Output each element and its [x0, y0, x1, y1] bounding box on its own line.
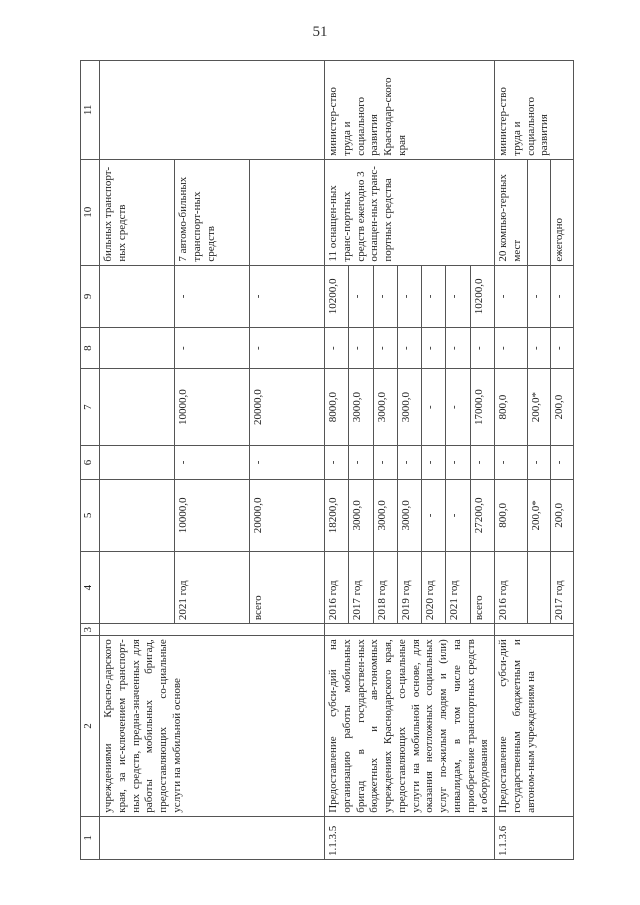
value-cell: -: [349, 265, 373, 328]
executor-cell: министер-ство труда и социального развития Краснодар-ского края: [325, 61, 495, 160]
unit-cell: [325, 624, 495, 636]
page-number: 51: [312, 24, 328, 40]
period-cell: [527, 551, 550, 623]
id-cell: 1.1.3.5: [325, 816, 495, 859]
unit-cell: [495, 624, 574, 636]
value-cell: 3000,0: [349, 369, 373, 446]
value-cell: -: [349, 446, 373, 480]
value-cell: -: [527, 446, 550, 480]
rotated-table-container: [80, 60, 600, 860]
value-cell: [100, 479, 175, 551]
value-cell: -: [373, 265, 397, 328]
value-cell: 200,0*: [527, 369, 550, 446]
header-cell: 8: [81, 328, 100, 369]
value-cell: -: [397, 265, 421, 328]
value-cell: -: [446, 446, 470, 480]
value-cell: -: [175, 265, 250, 328]
header-cell: 7: [81, 369, 100, 446]
result-cell: бильных транспорт-ных средств: [100, 159, 175, 265]
description-cell: Предоставление субси-дий государственным бюджетным и автоном-ным учреждениям на: [495, 636, 574, 816]
description-cell: Предоставление субси-дий на организацию работы мобильных бригад в государствен-ных бюджетных и ав-тономных учреждениях Краснодарского края, предоставляющих со-циальные услуги на мобильной основе, для оказания неотложных социальных услуг по-жилым людям и (или) инвалидам, в том числе на приобретение транспортных средств и оборудования: [325, 636, 495, 816]
period-cell: 2018 год: [373, 551, 397, 623]
executor-cell: министер-ство труда и социального развития: [495, 61, 574, 160]
value-cell: 800,0: [495, 479, 528, 551]
value-cell: -: [397, 328, 421, 369]
value-cell: -: [250, 265, 325, 328]
value-cell: -: [175, 328, 250, 369]
result-cell: [527, 159, 550, 265]
period-cell: всего: [470, 551, 494, 623]
value-cell: -: [422, 479, 446, 551]
value-cell: -: [550, 446, 573, 480]
funding-table: [80, 60, 574, 860]
id-cell: [100, 816, 325, 859]
value-cell: 3000,0: [373, 479, 397, 551]
value-cell: -: [422, 369, 446, 446]
value-cell: -: [175, 446, 250, 480]
value-cell: 200,0: [550, 479, 573, 551]
header-cell: 5: [81, 479, 100, 551]
value-cell: -: [446, 265, 470, 328]
value-cell: -: [527, 265, 550, 328]
value-cell: -: [349, 328, 373, 369]
period-cell: всего: [250, 551, 325, 623]
value-cell: 3000,0: [397, 479, 421, 551]
value-cell: -: [422, 328, 446, 369]
result-cell: ежегодно: [550, 159, 573, 265]
value-cell: 8000,0: [325, 369, 349, 446]
table-row: [100, 61, 175, 860]
value-cell: 10000,0: [175, 479, 250, 551]
value-cell: -: [373, 446, 397, 480]
value-cell: 3000,0: [397, 369, 421, 446]
table-row: [495, 61, 528, 860]
value-cell: -: [250, 446, 325, 480]
value-cell: 17000,0: [470, 369, 494, 446]
result-cell: [250, 159, 325, 265]
result-cell: 11 оснащен-ных транс-портных средств ежегодно 3 оснащен-ных транс-портных средства: [325, 159, 495, 265]
value-cell: -: [495, 265, 528, 328]
value-cell: -: [422, 446, 446, 480]
value-cell: 20000,0: [250, 369, 325, 446]
value-cell: -: [470, 328, 494, 369]
header-row: [81, 61, 100, 860]
period-cell: 2016 год: [325, 551, 349, 623]
value-cell: [100, 265, 175, 328]
value-cell: 20000,0: [250, 479, 325, 551]
value-cell: -: [422, 265, 446, 328]
id-cell: 1.1.3.6: [495, 816, 574, 859]
value-cell: -: [446, 328, 470, 369]
header-cell: 4: [81, 551, 100, 623]
period-cell: 2017 год: [349, 551, 373, 623]
value-cell: 10000,0: [175, 369, 250, 446]
result-cell: 7 автомо-бильных транспорт-ных средств: [175, 159, 250, 265]
value-cell: 800,0: [495, 369, 528, 446]
value-cell: 3000,0: [349, 479, 373, 551]
value-cell: -: [495, 328, 528, 369]
value-cell: 10200,0: [470, 265, 494, 328]
value-cell: [100, 446, 175, 480]
description-cell: учреждениями Красно-дарского края, за ис-ключением транспорт-ных средств, предна-значенных для работы мобильных бригад, предоставляющих со-циальные услуги на мобильной основе: [100, 636, 325, 816]
period-cell: [100, 551, 175, 623]
value-cell: 18200,0: [325, 479, 349, 551]
value-cell: 200,0*: [527, 479, 550, 551]
value-cell: [100, 369, 175, 446]
unit-cell: [100, 624, 325, 636]
value-cell: -: [325, 446, 349, 480]
value-cell: -: [446, 479, 470, 551]
period-cell: 2021 год: [446, 551, 470, 623]
header-cell: 1: [81, 816, 100, 859]
value-cell: -: [397, 446, 421, 480]
period-cell: 2021 год: [175, 551, 250, 623]
header-cell: 6: [81, 446, 100, 480]
value-cell: -: [250, 328, 325, 369]
period-cell: 2017 год: [550, 551, 573, 623]
value-cell: 27200,0: [470, 479, 494, 551]
value-cell: -: [527, 328, 550, 369]
value-cell: 3000,0: [373, 369, 397, 446]
result-cell: 20 компью-терных мест: [495, 159, 528, 265]
header-cell: 2: [81, 636, 100, 816]
value-cell: -: [550, 265, 573, 328]
period-cell: 2016 год: [495, 551, 528, 623]
value-cell: -: [470, 446, 494, 480]
header-cell: 10: [81, 159, 100, 265]
header-cell: 9: [81, 265, 100, 328]
header-cell: 3: [81, 624, 100, 636]
executor-cell: [100, 61, 325, 160]
value-cell: 10200,0: [325, 265, 349, 328]
table-row: [325, 61, 349, 860]
value-cell: -: [495, 446, 528, 480]
value-cell: -: [446, 369, 470, 446]
period-cell: 2019 год: [397, 551, 421, 623]
header-cell: 11: [81, 61, 100, 160]
period-cell: 2020 год: [422, 551, 446, 623]
value-cell: [100, 328, 175, 369]
value-cell: -: [373, 328, 397, 369]
value-cell: -: [550, 328, 573, 369]
value-cell: -: [325, 328, 349, 369]
value-cell: 200,0: [550, 369, 573, 446]
